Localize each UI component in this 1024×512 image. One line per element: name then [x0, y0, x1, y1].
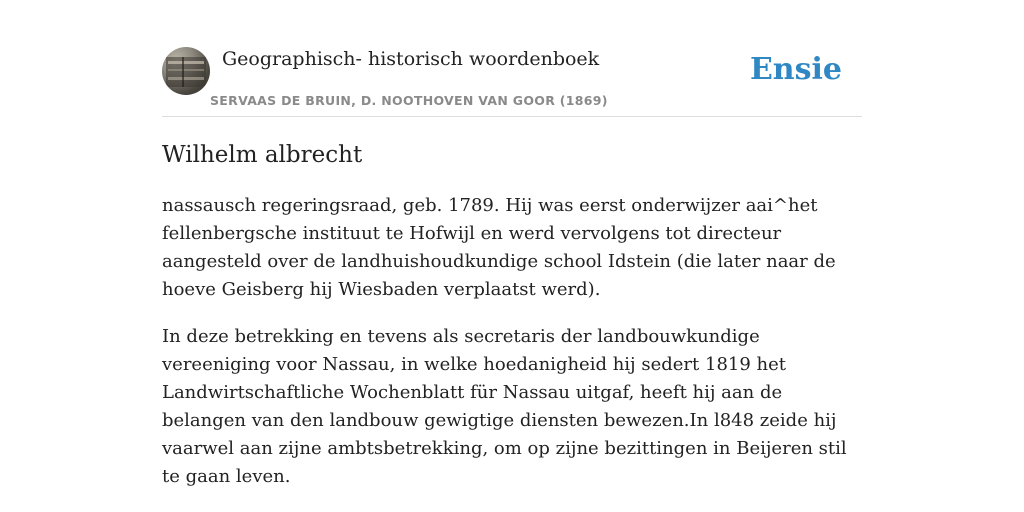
entry-paragraph-2: In deze betrekking en tevens als secretaris der landbouwkundige vereeniging voor Nassau, in welke hoedanigheid hij sedert 1819 het Landwirtschaftliche Wochenblatt für Nassau uitgaf, heeft hij aan de belangen van den landbouw gewigtige diensten bewezen.In l848 zeide hij vaarwel aan zijne ambtsbetrekking, om op zijne bezittingen in Beijeren stil te gaan leven.: [162, 326, 847, 487]
book-cover-icon: [162, 47, 210, 95]
book-header: [162, 40, 862, 117]
book-title[interactable]: Geographisch- historisch woordenboek: [222, 48, 600, 70]
ensie-logo[interactable]: Ensie: [749, 52, 842, 87]
page-container: [162, 0, 862, 512]
book-cover-avatar[interactable]: [162, 47, 210, 95]
entry-body: [162, 192, 862, 510]
entry-title: Wilhelm albrecht: [162, 142, 363, 168]
book-authors: SERVAAS DE BRUIN, D. NOOTHOVEN VAN GOOR (1869): [210, 93, 608, 108]
entry-paragraph-1: nassausch regeringsraad, geb. 1789. Hij was eerst onderwijzer aai^het fellenbergsche instituut te Hofwijl en werd vervolgens tot directeur aangesteld over de landhuishoudkundige school Idstein (die later naar de hoeve Geisberg hij Wiesbaden verplaatst werd).: [162, 195, 836, 300]
